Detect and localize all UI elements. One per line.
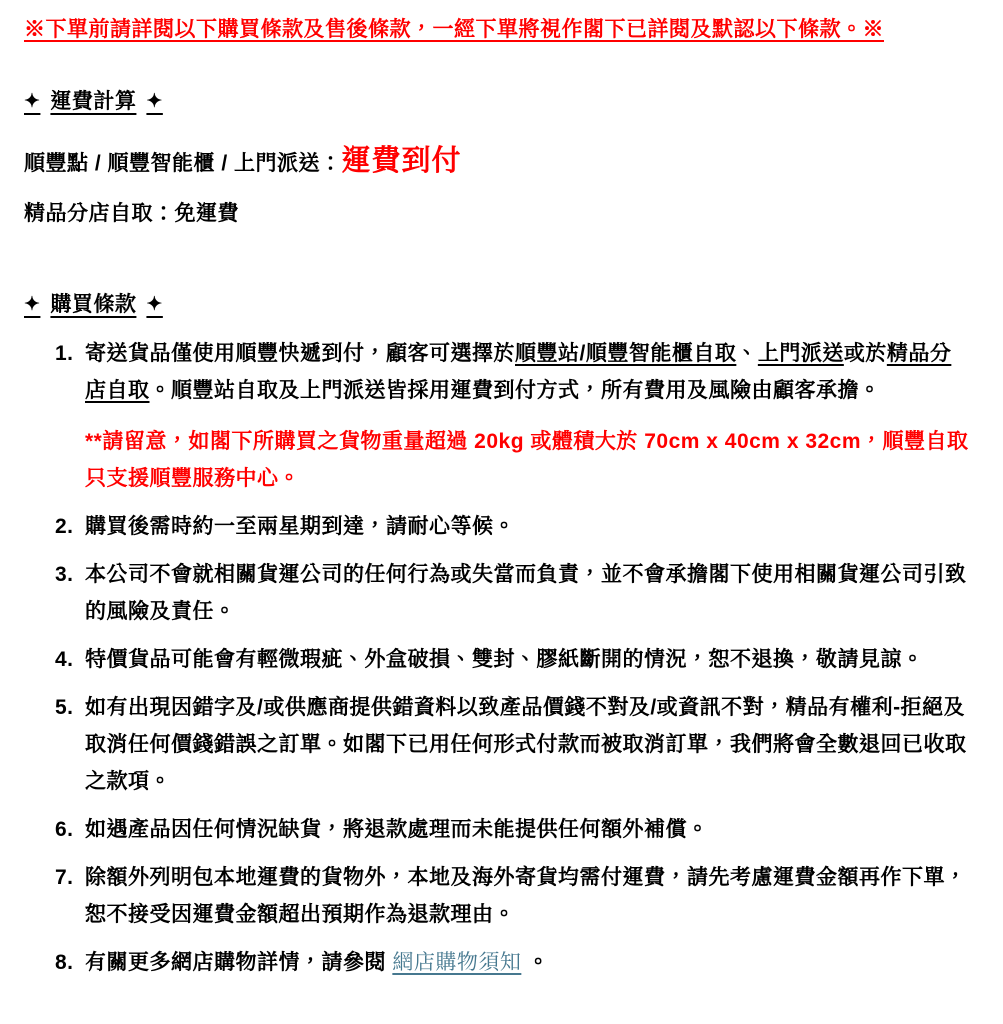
item-text — [85, 508, 970, 545]
list-item — [55, 944, 977, 981]
item-body — [85, 335, 970, 497]
item-text — [85, 944, 970, 981]
store-pickup-label: 精品分店自取： — [24, 201, 175, 225]
item-body — [85, 641, 970, 678]
item-number: 3. — [55, 562, 74, 586]
diamond-icon: ✦ — [24, 91, 41, 113]
item-text — [85, 859, 970, 933]
terms-section-title-row — [24, 291, 977, 319]
text-segment: 。 — [521, 950, 550, 974]
terms-section-label: 購買條款 — [50, 293, 137, 317]
item-text — [85, 641, 970, 678]
underlined-term: 精品分店自取 — [85, 341, 952, 402]
shipping-section-title-row — [24, 88, 977, 116]
diamond-icon: ✦ — [146, 294, 163, 316]
item-number: 8. — [55, 950, 74, 974]
freight-collect-highlight: 運費到付 — [341, 145, 462, 178]
list-item — [55, 811, 977, 848]
store-pickup-line — [24, 198, 977, 230]
shipping-methods-label: 順豐點 / 順豐智能櫃 / 上門派送： — [24, 152, 342, 176]
text-segment: 如遇產品因任何情況缺貨，將退款處理而未能提供任何額外補償。 — [85, 817, 709, 841]
list-item — [55, 508, 977, 545]
diamond-icon: ✦ — [146, 91, 163, 113]
underlined-term: 順豐站/順豐智能櫃自取 — [515, 341, 737, 365]
text-segment: 如有出現因錯字及/或供應商提供錯資料以致產品價錢不對及/或資訊不對，精品有權利-拒絕及取消任何價錢錯誤之訂單。如閣下已用任何形式付款而被取消訂單，我們將會全數退回已收取之款項。 — [85, 695, 967, 793]
item-number: 6. — [55, 817, 74, 841]
item-text — [85, 335, 970, 409]
shipping-section-title — [24, 88, 163, 116]
item-body — [85, 859, 970, 933]
item-number: 7. — [55, 865, 74, 889]
pre-order-notice: ※下單前請詳閱以下購買條款及售後條款，一經下單將視作閣下已詳閱及默認以下條款。※ — [24, 18, 884, 41]
diamond-icon: ✦ — [24, 294, 41, 316]
item-number: 1. — [55, 341, 74, 365]
list-item — [55, 641, 977, 678]
item-text — [85, 556, 970, 630]
shop-guide-link[interactable]: 網店購物須知 — [392, 950, 522, 974]
text-segment: 本公司不會就相關貨運公司的任何行為或失當而負責，並不會承擔閣下使用相關貨運公司引致的風險及責任。 — [85, 562, 967, 623]
item-body — [85, 811, 970, 848]
item-body — [85, 944, 970, 981]
terms-list — [24, 335, 977, 981]
item-body — [85, 556, 970, 630]
shipping-methods-line — [24, 140, 977, 184]
text-segment: 除額外列明包本地運費的貨物外，本地及海外寄貨均需付運費，請先考慮運費金額再作下單，恕不接受因運費金額超出預期作為退款理由。 — [85, 865, 967, 926]
shipping-section-label: 運費計算 — [50, 90, 137, 114]
underlined-term: 上門派送 — [757, 341, 844, 365]
text-segment: 有關更多網店購物詳情，請參閱 — [85, 950, 393, 974]
item-text — [85, 811, 970, 848]
text-segment: 購買後需時約一至兩星期到達，請耐心等候。 — [85, 514, 515, 538]
store-pickup-value: 免運費 — [174, 201, 239, 225]
list-item — [55, 689, 977, 800]
text-segment: 寄送貨品僅使用順豐快遞到付，顧客可選擇於 — [85, 341, 515, 365]
text-segment: 。順豐站自取及上門派送皆採用運費到付方式，所有費用及風險由顧客承擔。 — [149, 378, 881, 402]
item-number: 4. — [55, 647, 74, 671]
item-text — [85, 689, 970, 800]
list-item — [55, 859, 977, 933]
item-body — [85, 508, 970, 545]
item-body — [85, 689, 970, 800]
item-number: 5. — [55, 695, 74, 719]
list-item — [55, 556, 977, 630]
list-item — [55, 335, 977, 497]
text-segment: 特價貨品可能會有輕微瑕疵、外盒破損、雙封、膠紙斷開的情況，恕不退換，敬請見諒。 — [85, 647, 924, 671]
terms-section-title — [24, 291, 163, 319]
text-segment: 或於 — [843, 341, 887, 365]
text-segment: 、 — [736, 341, 758, 365]
item-number: 2. — [55, 514, 74, 538]
weight-limit-note: **請留意，如閣下所購買之貨物重量超過 20kg 或體積大於 70cm x 40cm x 32cm，順豐自取只支援順豐服務中心。 — [85, 429, 969, 490]
